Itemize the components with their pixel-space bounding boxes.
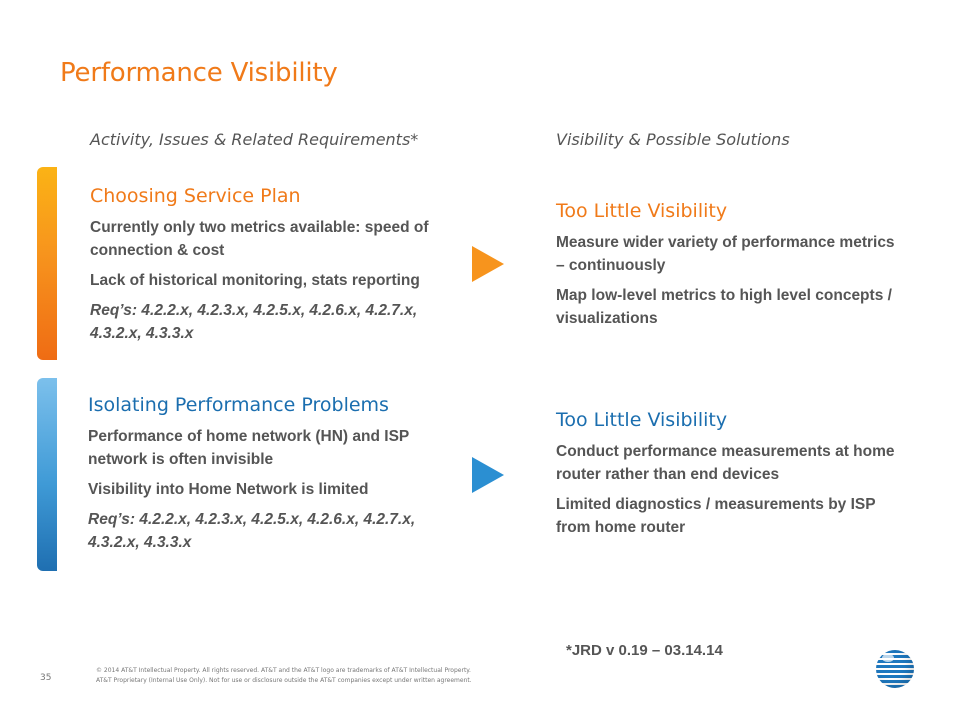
page-number: 35 <box>40 673 52 683</box>
blue-accent-bar <box>37 378 57 571</box>
legal-notice <box>96 666 526 686</box>
requirements-text: Req’s: 4.2.2.x, 4.2.3.x, 4.2.5.x, 4.2.6.x, 4.2.7.x, 4.3.2.x, 4.3.3.x <box>88 511 416 551</box>
choosing-service-plan-section <box>90 185 440 345</box>
section-bullet: Limited diagnostics / measurements by ISP from home router <box>556 496 876 536</box>
visibility-solution-section <box>556 200 906 337</box>
requirements-text: Req’s: 4.2.2.x, 4.2.3.x, 4.2.5.x, 4.2.6.x, 4.2.7.x, 4.3.2.x, 4.3.3.x <box>90 302 418 342</box>
right-column-header: Visibility & Possible Solutions <box>556 130 790 149</box>
isolating-performance-problems-section <box>88 394 438 554</box>
left-column-header: Activity, Issues & Related Requirements* <box>90 130 419 149</box>
att-globe-logo <box>876 650 914 688</box>
orange-accent-bar <box>37 167 57 360</box>
legal-line: © 2014 AT&T Intellectual Property. All rights reserved. AT&T and the AT&T logo are trademarks of AT&T Intellectual Property. <box>96 667 471 674</box>
section-title: Isolating Performance Problems <box>88 394 389 416</box>
section-bullet: Performance of home network (HN) and ISP network is often invisible <box>88 428 409 468</box>
orange-arrow-icon <box>472 246 504 282</box>
section-title: Too Little Visibility <box>556 200 728 222</box>
legal-line: AT&T Proprietary (Internal Use Only). Not for use or disclosure outside the AT&T companies except under written agreement. <box>96 677 472 684</box>
section-bullet: Currently only two metrics available: speed of connection & cost <box>90 219 429 259</box>
section-bullet: Measure wider variety of performance metrics – continuously <box>556 234 895 274</box>
section-title: Choosing Service Plan <box>90 185 301 207</box>
section-title: Too Little Visibility <box>556 409 728 431</box>
section-bullet: Map low-level metrics to high level concepts / visualizations <box>556 287 892 327</box>
section-bullet: Visibility into Home Network is limited <box>88 481 369 498</box>
section-bullet: Conduct performance measurements at home router rather than end devices <box>556 443 895 483</box>
blue-arrow-icon <box>472 457 504 493</box>
slide-title: Performance Visibility <box>60 58 338 88</box>
jrd-footnote: *JRD v 0.19 – 03.14.14 <box>566 642 723 659</box>
visibility-solution-section <box>556 409 906 546</box>
section-bullet: Lack of historical monitoring, stats reporting <box>90 272 420 289</box>
